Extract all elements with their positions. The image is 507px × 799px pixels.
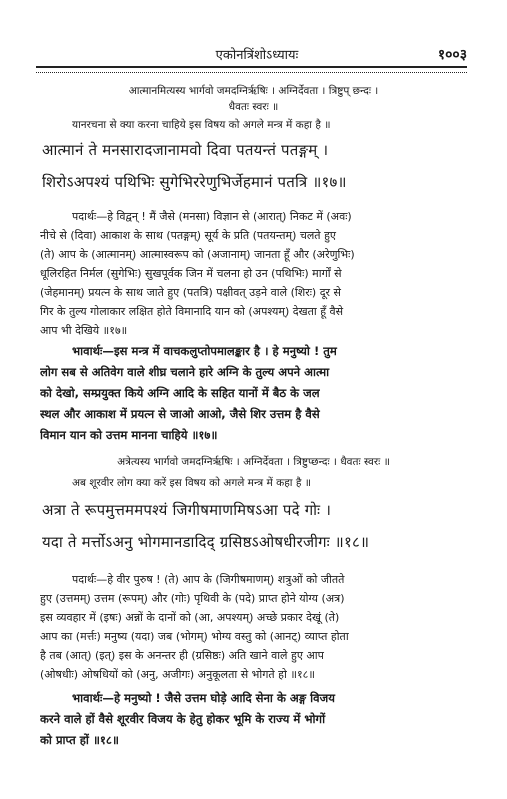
padartha-line: इस व्यवहार में (इषः) अन्नों के दानों को (आ, अपश्यम्) अच्छे प्रकार देखूं (ते)	[40, 611, 340, 624]
padartha-line: (जेहमानम्) प्रयत्न के साथ जाते हुए (पतत्रि) पक्षीवत् उड़ने वाले (शिरः) दूर से	[40, 286, 341, 299]
bhavartha-line: को देखो, सम्प्रयुक्त किये अग्नि आदि के सहित यानों में बैठ के जल	[40, 386, 320, 400]
bhavartha-line: को प्राप्त हों ॥१८॥	[40, 733, 119, 747]
mantra-18-meta: अत्रेत्यस्य भार्गवो जमदग्निर्ऋषिः । अग्निर्देवता । त्रिष्टुप्छन्दः । धैवतः स्वरः ॥	[117, 456, 390, 468]
padartha-line: आप का (मर्त्तः) मनुष्य (यदा) जब (भोगम्) भोग्य वस्तु को (आनट्) व्याप्त होता	[40, 630, 349, 643]
padartha-line: नीचे से (दिवा) आकाश के साथ (पतङ्गम्) सूर्य के प्रति (पतयन्तम्) चलते हुए	[40, 229, 336, 242]
mantra-17-verse-line: आत्मानं ते मनसारादजानामवो दिवा पतयन्तं पतङ्गम् ।	[42, 141, 329, 159]
mantra-18-intro: अब शूरवीर लोग क्या करें इस विषय को अगले मन्त्र में कहा है ॥	[72, 477, 312, 489]
padartha-line: है तब (आत्) (इत्) इस के अनन्तर ही (ग्रसिष्ठः) अति खाने वाले हुए आप	[40, 649, 324, 662]
mantra-17-intro: यानरचना से क्या करना चाहिये इस विषय को अगले मन्त्र में कहा है ॥	[72, 119, 331, 131]
bhavartha-line: करने वाले हों वैसे शूरवीर विजय के हेतु होकर भूमि के राज्य में भोगों	[40, 712, 326, 726]
chapter-title: एकोनत्रिंशोऽध्यायः	[215, 48, 299, 63]
bhavartha-line: विमान यान को उत्तम मानना चाहिये ॥१७॥	[40, 428, 218, 442]
padartha-line: गिर के तुल्य गोलाकार लक्षित होते विमानादि यान को (अपश्यम्) देखता हूँ वैसे	[40, 305, 344, 318]
mantra-18-verse-line: अत्रा ते रूपमुत्तममपश्यं जिगीषमाणमिषऽआ पदे गोः ।	[42, 501, 332, 519]
mantra-17-meta-svara: धैवतः स्वरः ॥	[228, 101, 279, 113]
mantra-17-verse-line: शिरोऽअपश्यं पथिभिः सुगेभिररेणुभिर्जेहमानं पतत्रि ॥१७॥	[42, 173, 347, 191]
padartha-line: धूलिरहित निर्मल (सुगेभिः) सुखपूर्वक जिन में चलना हो उन (पथिभिः) मार्गों से	[40, 267, 342, 280]
header-rule	[36, 66, 467, 73]
bhavartha-line: भावार्थः—हे मनुष्यो ! जैसे उत्तम घोड़े आदि सेना के अङ्ग विजय	[72, 691, 335, 705]
padartha-line: आप भी देखिये ॥१७॥	[40, 324, 128, 337]
mantra-18-verse-line: यदा ते मर्त्तोऽअनु भोगमानडादिद् ग्रसिष्ठऽओषधीरजीगः ॥१८॥	[42, 533, 370, 551]
padartha-line: (ते) आप के (आत्मानम्) आत्मास्वरूप को (अजानाम्) जानता हूँ और (अरेणुभिः)	[40, 248, 355, 261]
mantra-17-meta: आत्मानमित्यस्य भार्गवो जमदग्निर्ऋषिः । अग्निर्देवता । त्रिष्टुप् छन्दः ।	[128, 85, 379, 97]
padartha-line: पदार्थः—हे विद्वन् ! मैं जैसे (मनसा) विज्ञान से (आरात्) निकट में (अवः)	[72, 210, 352, 223]
bhavartha-line: स्थल और आकाश में प्रयत्न से जाओ आओ, जैसे शिर उत्तम है वैसे	[40, 407, 320, 421]
page-header	[36, 44, 467, 64]
padartha-line: हुए (उत्तमम्) उत्तम (रूपम्) और (गोः) पृथिवी के (पदे) प्राप्त होने योग्य (अत्र)	[40, 592, 345, 605]
padartha-line: (ओषधीः) ओषधियों को (अनु, अजीगः) अनुकूलता से भोगते हो ॥१८॥	[40, 668, 315, 681]
bhavartha-line: भावार्थः—इस मन्त्र में वाचकलुप्तोपमालङ्कार है । हे मनुष्यो ! तुम	[72, 344, 337, 358]
bhavartha-line: लोग सब से अतिवेग वाले शीघ्र चलाने हारे अग्नि के तुल्य अपने आत्मा	[40, 365, 330, 379]
page-number: १००३	[437, 46, 467, 63]
padartha-line: पदार्थः—हे वीर पुरुष ! (ते) आप के (जिगीषमाणम्) शत्रुओं को जीतते	[72, 573, 345, 586]
